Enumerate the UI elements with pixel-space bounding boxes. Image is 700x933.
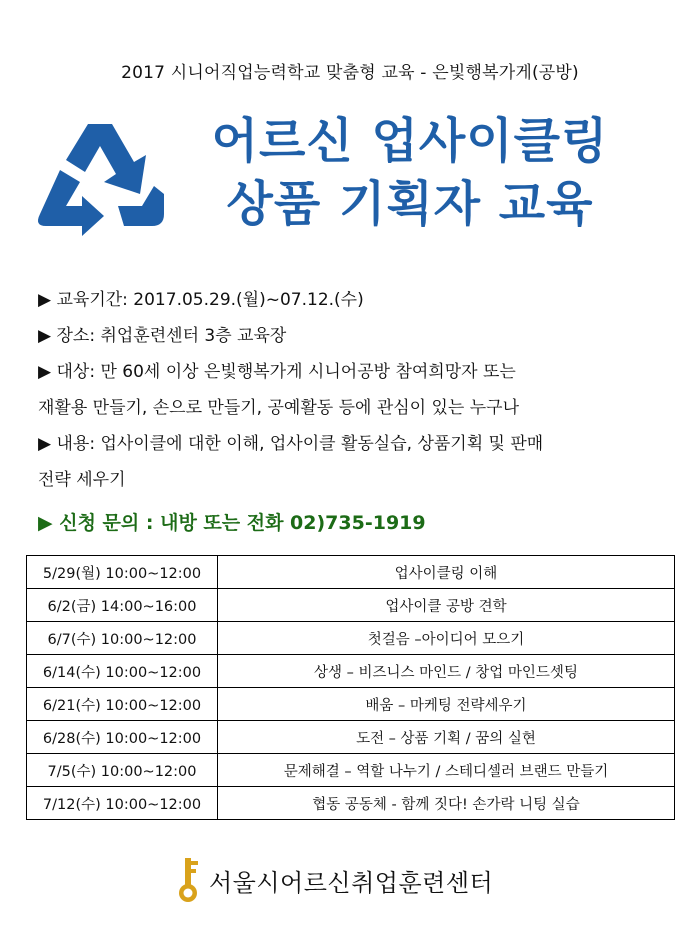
schedule-date: 5/29(월) 10:00~12:00 — [27, 556, 218, 589]
key-icon — [175, 856, 201, 904]
schedule-date: 6/7(수) 10:00~12:00 — [27, 622, 218, 655]
schedule-topic: 업사이클 공방 견학 — [218, 589, 675, 622]
schedule-date: 7/12(수) 10:00~12:00 — [27, 787, 218, 820]
info-period: ▶ 교육기간: 2017.05.29.(월)~07.12.(수) — [38, 290, 364, 310]
schedule-date: 6/2(금) 14:00~16:00 — [27, 589, 218, 622]
info-section — [38, 282, 678, 498]
table-row — [27, 655, 675, 688]
title-line-1: 어르신 업사이클링 — [211, 113, 609, 169]
schedule-date: 6/21(수) 10:00~12:00 — [27, 688, 218, 721]
schedule-topic: 업사이클링 이해 — [218, 556, 675, 589]
table-row — [27, 589, 675, 622]
recycle-icon — [30, 112, 170, 242]
schedule-topic: 상생 – 비즈니스 마인드 / 창업 마인드셋팅 — [218, 655, 675, 688]
event-subtitle: 2017 시니어직업능력학교 맞춤형 교육 - 은빛행복가게(공방) — [121, 63, 579, 83]
schedule-table — [26, 555, 675, 820]
organization-name: 서울시어르신취업훈련센터 — [209, 868, 494, 897]
info-target: ▶ 대상: 만 60세 이상 은빛행복가게 시니어공방 참여희망자 또는 — [38, 362, 516, 382]
schedule-topic: 협동 공동체 - 함께 짓다! 손가락 니팅 실습 — [218, 787, 675, 820]
schedule-date: 6/28(수) 10:00~12:00 — [27, 721, 218, 754]
footer-organization — [175, 855, 493, 905]
contact-line: ▶ 신청 문의 : 내방 또는 전화 02)735-1919 — [38, 512, 426, 534]
table-row — [27, 688, 675, 721]
schedule-topic: 배움 – 마케팅 전략세우기 — [218, 688, 675, 721]
table-row — [27, 556, 675, 589]
schedule-topic: 문제해결 – 역할 나누기 / 스테디셀러 브랜드 만들기 — [218, 754, 675, 787]
info-target-cont: 재활용 만들기, 손으로 만들기, 공예활동 등에 관심이 있는 누구나 — [38, 398, 520, 418]
schedule-topic: 도전 – 상품 기획 / 꿈의 실현 — [218, 721, 675, 754]
table-row — [27, 622, 675, 655]
schedule-date: 6/14(수) 10:00~12:00 — [27, 655, 218, 688]
schedule-date: 7/5(수) 10:00~12:00 — [27, 754, 218, 787]
table-row — [27, 754, 675, 787]
table-row — [27, 721, 675, 754]
bullet: ▶ — [38, 434, 52, 454]
bullet: ▶ — [38, 326, 52, 346]
bullet: ▶ — [38, 290, 52, 310]
info-content-cont: 전략 세우기 — [38, 470, 126, 490]
bullet: ▶ — [38, 362, 52, 382]
info-location: ▶ 장소: 취업훈련센터 3층 교육장 — [38, 326, 287, 346]
table-row — [27, 787, 675, 820]
schedule-topic: 첫걸음 –아이디어 모으기 — [218, 622, 675, 655]
title-line-2: 상품 기획자 교육 — [226, 176, 594, 232]
info-content: ▶ 내용: 업사이클에 대한 이해, 업사이클 활동실습, 상품기획 및 판매 — [38, 434, 544, 454]
